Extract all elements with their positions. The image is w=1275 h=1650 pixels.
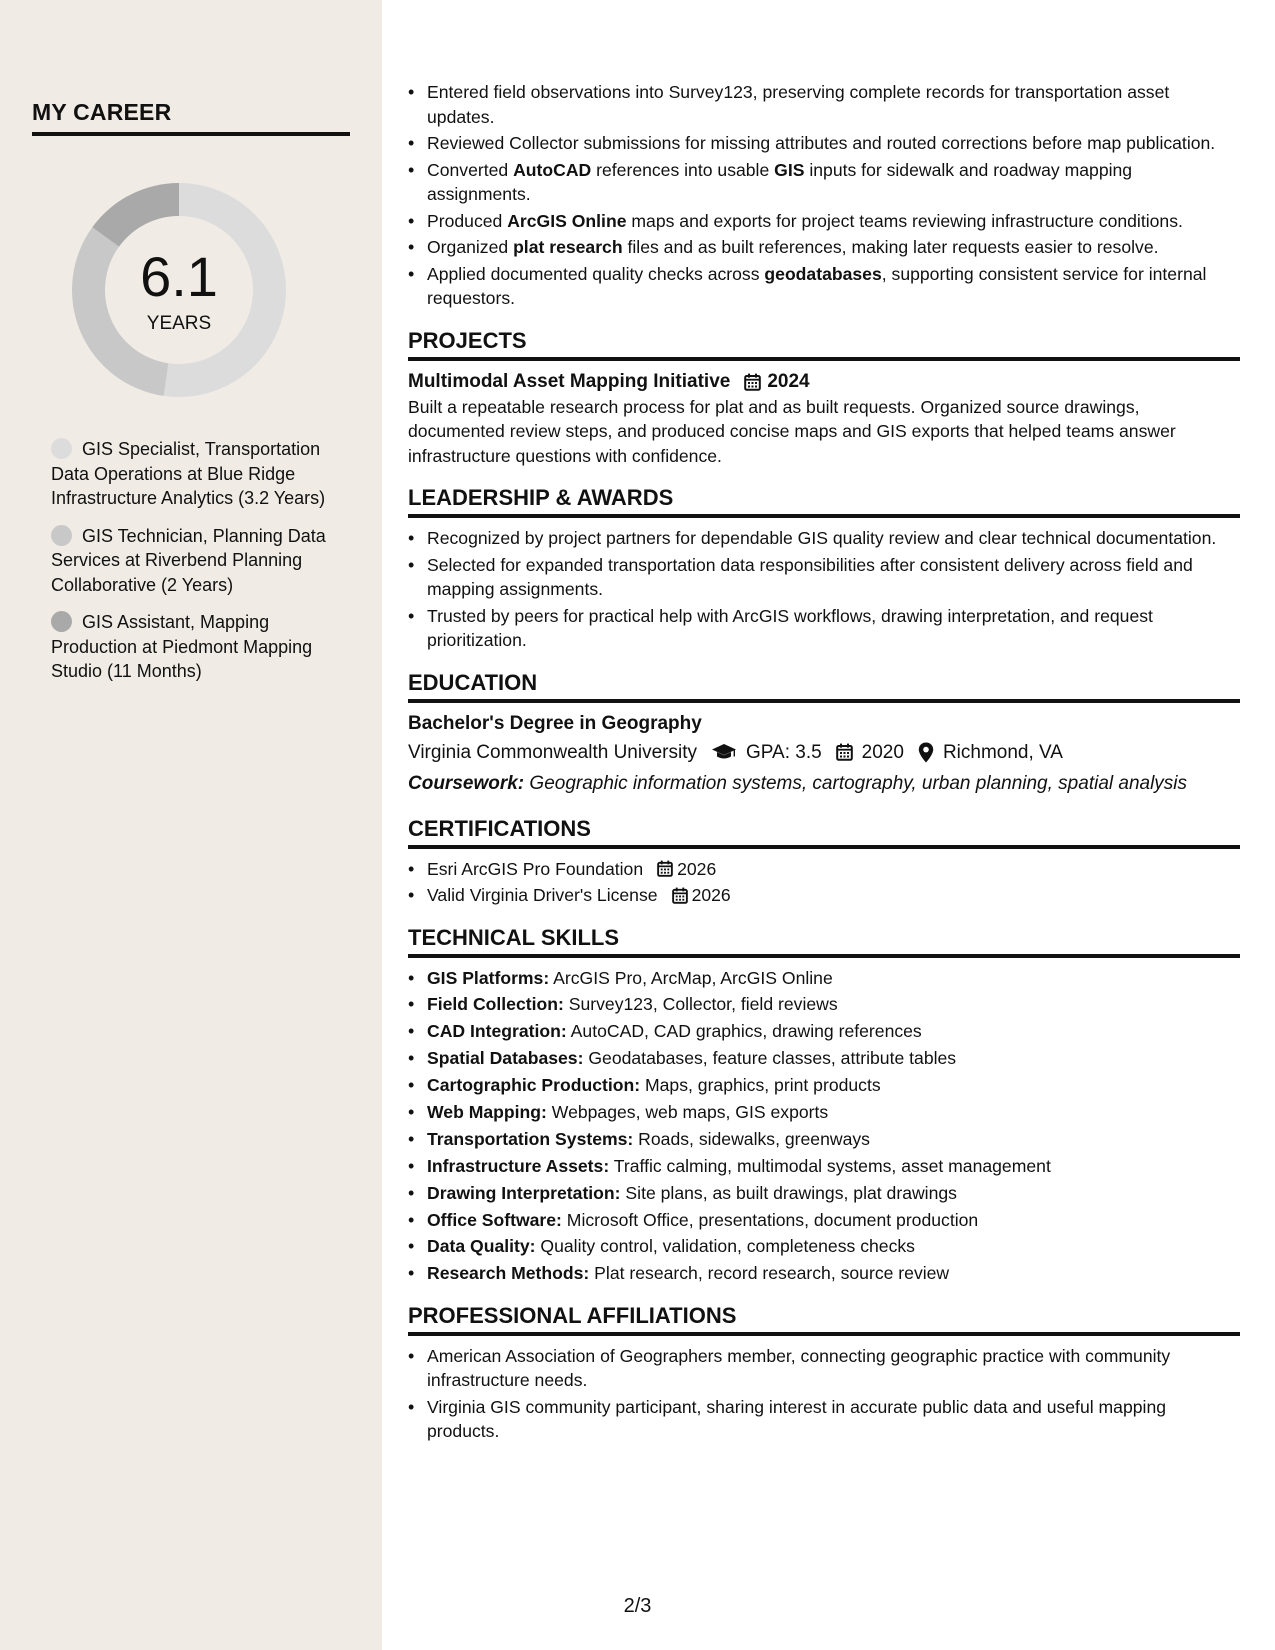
bold-keyword: ArcGIS Online [507, 210, 627, 231]
skill-item [408, 1073, 1240, 1098]
skill-item [408, 1261, 1240, 1286]
bullet-text: references into usable [591, 159, 775, 180]
career-item-label: GIS Specialist, Transportation Data Operations at Blue Ridge Infrastructure Analytics (3.2 Years) [51, 439, 326, 508]
calendar-icon [657, 860, 673, 877]
certification-year: 2026 [677, 858, 717, 879]
list-item: • American Association of Geographers member, connecting geographic practice with community infrastructure needs. [408, 1344, 1240, 1393]
project-title-row [408, 369, 1240, 395]
skill-item [408, 966, 1240, 991]
bold-keyword: AutoCAD [513, 159, 592, 180]
skill-label: Field Collection: [427, 994, 564, 1015]
certifications-heading: CERTIFICATIONS [408, 816, 1240, 849]
experience-bullets [408, 80, 1240, 311]
bullet-text: Applied documented quality checks across [427, 263, 765, 284]
skill-label: Spatial Databases: [427, 1048, 584, 1069]
skill-label: Web Mapping: [427, 1101, 547, 1122]
coursework [408, 768, 1240, 799]
bullet-text: inputs for sidewalk and roadway mapping assignments. [427, 159, 1133, 204]
skill-item [408, 1208, 1240, 1233]
skill-value: Maps, graphics, print products [640, 1075, 881, 1096]
list-item: • Trusted by peers for practical help with ArcGIS workflows, drawing interpretation, and request prioritization. [408, 604, 1240, 653]
bold-keyword: geodatabases [764, 263, 882, 284]
certification-year: 2026 [691, 885, 731, 905]
donut-center [66, 177, 292, 403]
skill-label: Research Methods: [427, 1263, 590, 1284]
bullet-text: maps and exports for project teams reviewing infrastructure conditions. [626, 210, 1183, 231]
skill-label: Cartographic Production: [427, 1075, 641, 1096]
list-item: • Recognized by project partners for dependable GIS quality review and clear technical documentation. [408, 526, 1240, 551]
calendar-icon [744, 373, 761, 391]
sidebar [0, 0, 382, 1650]
certification-item [408, 857, 1240, 882]
skill-label: Data Quality: [427, 1236, 536, 1257]
affiliations-list [408, 1344, 1240, 1444]
skill-value: Quality control, validation, completeness checks [535, 1236, 915, 1257]
total-years-unit: YEARS [146, 313, 212, 334]
experience-bullet [408, 158, 1240, 207]
bullet-text: , supporting consistent service for internal requestors. [427, 263, 1207, 308]
degree-title: Bachelor's Degree in Geography [408, 712, 702, 734]
skill-value: Plat research, record research, source review [589, 1263, 950, 1284]
legend-dot [51, 438, 72, 459]
skill-label: Infrastructure Assets: [427, 1155, 610, 1176]
affiliations-heading: PROFESSIONAL AFFILIATIONS [408, 1303, 1240, 1336]
experience-bullet [408, 80, 1240, 129]
bullet-text: Reviewed Collector submissions for missing attributes and routed corrections before map publication. [427, 133, 1216, 153]
skill-item [408, 1234, 1240, 1259]
certification-name: • Esri ArcGIS Pro Foundation [427, 858, 644, 879]
skill-label: GIS Platforms: [427, 967, 550, 988]
school-name: Virginia Commonwealth University [408, 741, 697, 763]
skill-label: CAD Integration: [427, 1021, 567, 1042]
page-number: 2/3 [623, 1595, 652, 1617]
career-list [51, 437, 351, 697]
project-year: 2024 [767, 370, 810, 392]
skill-item [408, 1100, 1240, 1125]
skill-value: Microsoft Office, presentations, document production [561, 1209, 979, 1230]
skill-value: Geodatabases, feature classes, attribute tables [583, 1048, 957, 1069]
experience-bullet [408, 209, 1240, 234]
career-item [51, 437, 351, 511]
project-name: Multimodal Asset Mapping Initiative [408, 370, 731, 392]
calendar-icon [836, 743, 853, 761]
coursework-text: Geographic information systems, cartography, urban planning, spatial analysis [529, 772, 1188, 794]
skill-value: AutoCAD, CAD graphics, drawing references [566, 1021, 922, 1042]
certification-item [408, 883, 1240, 908]
leadership-heading: LEADERSHIP & AWARDS [408, 485, 1240, 518]
total-years-value: 6.1 [140, 245, 218, 308]
skill-item [408, 1181, 1240, 1206]
map-pin-icon [918, 742, 934, 763]
skill-label: Office Software: [427, 1209, 562, 1230]
experience-bullet [408, 131, 1240, 156]
career-item-label: GIS Assistant, Mapping Production at Piedmont Mapping Studio (11 Months) [51, 612, 313, 681]
bullet-text: files and as built references, making later requests easier to resolve. [622, 237, 1159, 257]
skill-label: Transportation Systems: [427, 1128, 634, 1149]
skill-label: Drawing Interpretation: [427, 1182, 621, 1203]
certifications-list [408, 857, 1240, 908]
skill-value: Site plans, as built drawings, plat drawings [620, 1182, 957, 1203]
skill-value: Webpages, web maps, GIS exports [546, 1101, 829, 1122]
skill-value: Traffic calming, multimodal systems, asset management [609, 1155, 1051, 1176]
location: Richmond, VA [942, 741, 1063, 763]
calendar-icon [672, 887, 688, 904]
experience-bullet [408, 262, 1240, 311]
coursework-label: Coursework: [408, 772, 525, 794]
skill-value: ArcGIS Pro, ArcMap, ArcGIS Online [549, 967, 833, 988]
skills-list [408, 966, 1240, 1286]
leadership-list [408, 526, 1240, 653]
skill-value: Survey123, Collector, field reviews [563, 994, 838, 1015]
graduation-year: 2020 [861, 741, 904, 763]
career-item-label: GIS Technician, Planning Data Services at Riverbend Planning Collaborative (2 Years) [51, 525, 326, 595]
graduation-cap-icon [711, 743, 737, 761]
bullet-text: Converted [427, 159, 514, 180]
list-item: • Virginia GIS community participant, sharing interest in accurate public data and useful mapping products. [408, 1395, 1240, 1444]
bullet-text: Produced [427, 210, 508, 231]
project-description: Built a repeatable research process for plat and as built requests. Organized source drawings, documented review steps, and produced concise maps and GIS exports that helped teams answer infrastructure questions with confidence. [408, 396, 1176, 466]
skill-item [408, 1046, 1240, 1071]
skills-heading: TECHNICAL SKILLS [408, 925, 1240, 958]
skill-item [408, 1154, 1240, 1179]
projects-heading: PROJECTS [408, 328, 1240, 361]
skill-item [408, 1019, 1240, 1044]
skill-item [408, 1127, 1240, 1152]
experience-bullet [408, 235, 1240, 260]
career-item [51, 610, 351, 684]
bullet-text: Entered field observations into Survey123, preserving complete records for transportation asset updates. [427, 82, 1170, 127]
certification-name: • Valid Virginia Driver's License [427, 885, 658, 905]
gpa: GPA: 3.5 [745, 741, 822, 763]
career-item [51, 524, 351, 598]
career-heading: MY CAREER [32, 99, 350, 136]
education-heading: EDUCATION [408, 670, 1240, 703]
skill-value: Roads, sidewalks, greenways [633, 1128, 870, 1149]
bold-keyword: plat research [513, 237, 623, 257]
bold-keyword: GIS [774, 159, 805, 180]
list-item: • Selected for expanded transportation data responsibilities after consistent delivery across field and mapping assignments. [408, 553, 1240, 602]
legend-dot [51, 611, 72, 632]
bullet-text: Organized [427, 237, 514, 257]
main-content [408, 80, 1240, 1446]
legend-dot [51, 525, 72, 546]
skill-item [408, 992, 1240, 1017]
education-details [408, 737, 1240, 768]
